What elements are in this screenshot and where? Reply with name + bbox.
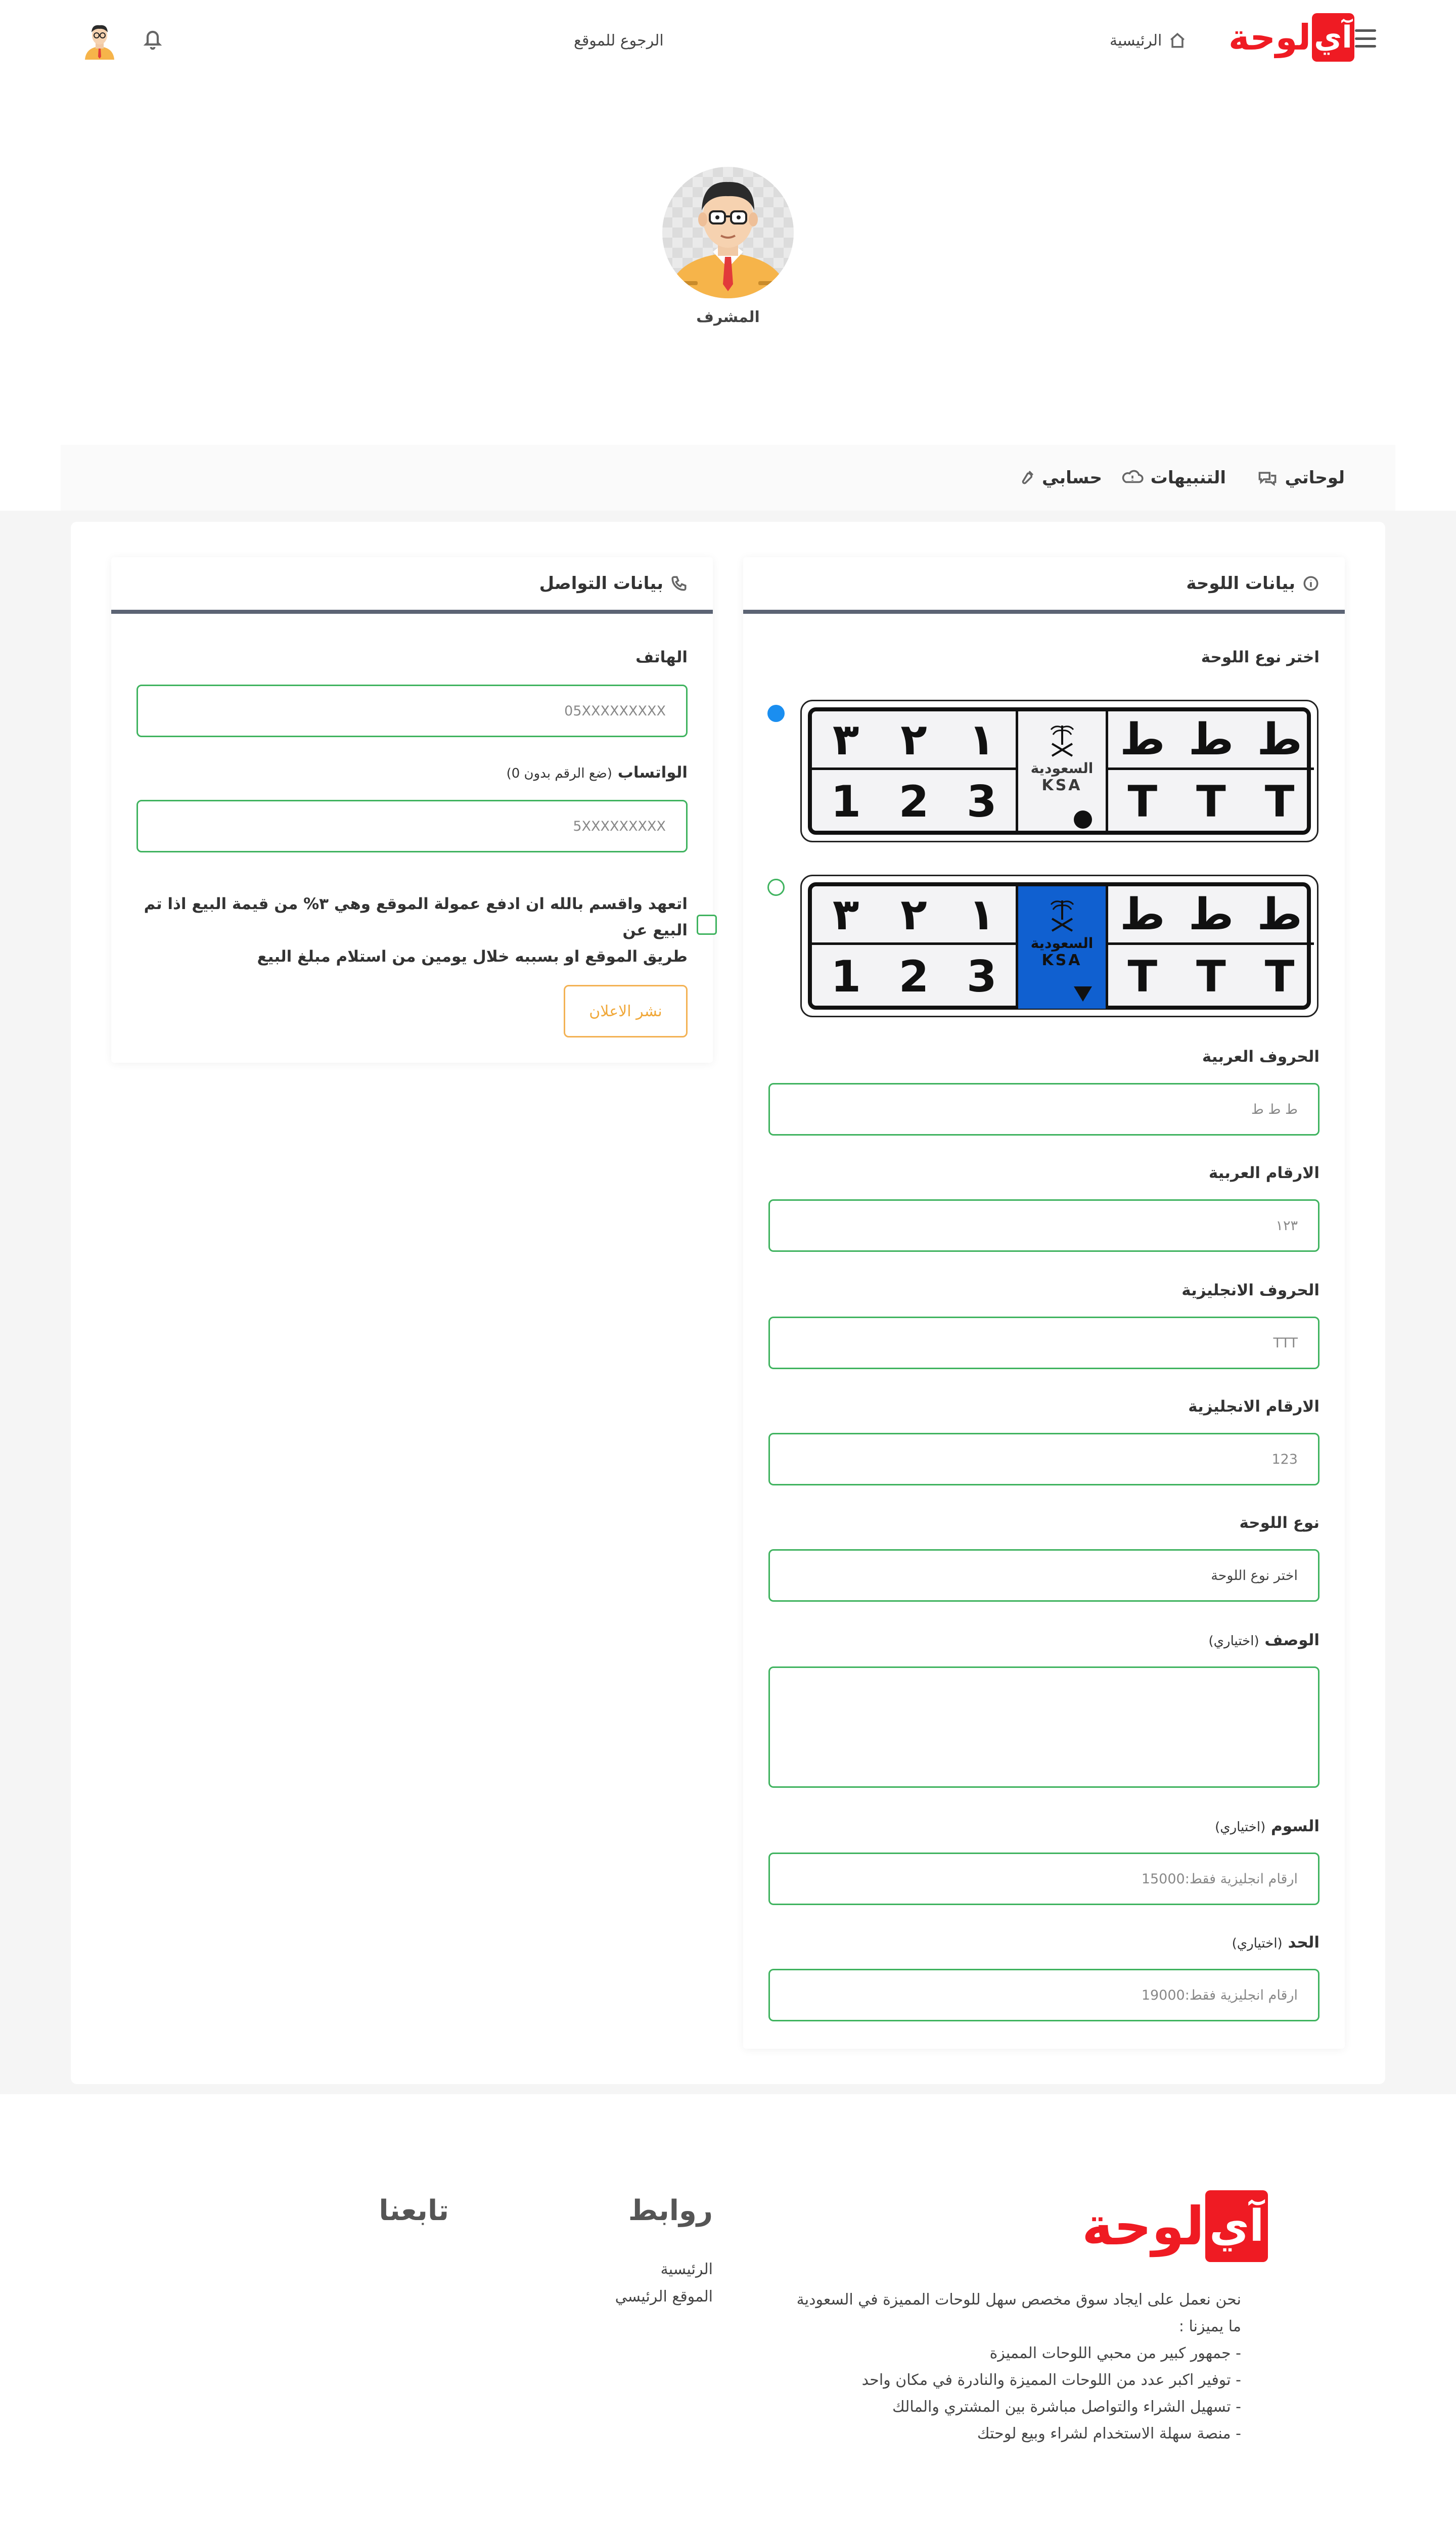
footer-about-line-2: ما يميزنا : (1178, 2318, 1241, 2335)
plate-1-en-letter-1: T (1127, 777, 1158, 827)
phone-icon (670, 575, 688, 592)
bid-input[interactable] (768, 1853, 1320, 1905)
plate-2-ar-digit-1: ١ (968, 889, 995, 940)
palm-swords-icon (1047, 895, 1077, 936)
alerts-icon (1121, 469, 1144, 486)
footer-logo[interactable] (1082, 2190, 1268, 2262)
plate-1-ar-letter-3: ط (1120, 714, 1165, 765)
plate-2-en-letter-3: T (1264, 952, 1295, 1002)
en-digits-label: الارقام الانجليزية (1188, 1397, 1320, 1416)
plate-2-ar-digit-2: ٢ (900, 889, 927, 940)
nav-home[interactable] (1110, 28, 1186, 53)
wrench-icon (1018, 469, 1035, 486)
plate-1-ar-letter-1: ط (1257, 714, 1302, 765)
limit-placeholder: ارقام انجليزية فقط:19000 (1141, 1987, 1298, 2003)
plate-2-en-digit-3: 3 (966, 952, 997, 1002)
plate-2-ar-letters (1108, 886, 1314, 945)
limit-input[interactable] (768, 1969, 1320, 2021)
logo-text: لوحة (1228, 17, 1311, 58)
plate-2-ar-letter-1: ط (1257, 889, 1302, 940)
plate-option-2-radio[interactable] (767, 879, 785, 896)
top-header (0, 0, 1456, 81)
plate-1-country: السعودية (1030, 760, 1094, 777)
phone-input[interactable] (136, 685, 688, 737)
plate-data-panel (743, 557, 1345, 2049)
tab-my-plates[interactable] (1257, 445, 1345, 511)
phone-placeholder: 05XXXXXXXXX (564, 703, 666, 719)
whatsapp-label-text: الواتساب (617, 763, 688, 782)
footer-feature-2: - توفير اكبر عدد من اللوحات المميزة والنادرة في مكان واحد (861, 2371, 1241, 2389)
footer-about-line-1: نحن نعمل على ايجاد سوق مخصص سهل للوحات المميزة في السعودية (796, 2291, 1241, 2309)
en-digits-placeholder: 123 (1271, 1451, 1298, 1467)
limit-optional: (اختياري) (1232, 1936, 1283, 1951)
pledge-text (131, 891, 688, 970)
plate-2-en-digit-1: 1 (831, 952, 861, 1002)
publish-ad-label: نشر الاعلان (589, 1002, 662, 1020)
tab-my-account-label: حسابي (1041, 468, 1102, 488)
plate-1-ar-letters (1108, 711, 1314, 770)
ar-digits-input[interactable] (768, 1199, 1320, 1252)
contact-panel-title: بيانات التواصل (539, 573, 663, 594)
logo-box: آي (1312, 13, 1354, 62)
plate-2-en-digit-2: 2 (898, 952, 929, 1002)
plate-1-en-digit-2: 2 (898, 777, 929, 827)
plate-1-emblem-strip (1018, 711, 1108, 834)
hamburger-icon[interactable] (1355, 29, 1376, 48)
profile-name: المشرف (696, 308, 760, 326)
plate-1-en-digits (812, 770, 1018, 834)
plate-1-ar-digit-2: ٢ (900, 714, 927, 765)
bid-placeholder: ارقام انجليزية فقط:15000 (1141, 1871, 1298, 1887)
profile-section (0, 81, 1456, 511)
account-tabs (61, 445, 1395, 511)
footer (0, 2094, 1456, 2528)
whatsapp-hint: (ضع الرقم بدون 0) (506, 766, 612, 781)
ar-letters-input[interactable] (768, 1083, 1320, 1136)
plate-1-ar-letter-2: ط (1188, 714, 1234, 765)
home-icon (1169, 32, 1186, 49)
plate-option-2[interactable] (800, 875, 1318, 1017)
nav-back-to-site[interactable] (574, 28, 664, 53)
plate-2-en-digits (812, 945, 1018, 1009)
description-label-text: الوصف (1264, 1631, 1320, 1649)
plate-panel-header (743, 557, 1345, 614)
plate-1-en-letter-2: T (1196, 777, 1226, 827)
footer-logo-box: آي (1205, 2190, 1268, 2262)
bid-label-text: السوم (1271, 1817, 1320, 1835)
nav-home-label: الرئيسية (1110, 31, 1162, 50)
plate-2-ar-letter-2: ط (1188, 889, 1234, 940)
pledge-line-1: اتعهد واقسم بالله ان ادفع عمولة الموقع وهي ٣% من قيمة البيع اذا تم البيع عن (144, 895, 688, 939)
plate-type-select-label: نوع اللوحة (1239, 1514, 1320, 1532)
main-card (71, 522, 1385, 2084)
footer-link-home[interactable]: الرئيسية (660, 2261, 713, 2278)
description-optional: (اختياري) (1208, 1634, 1259, 1649)
pledge-line-2: طريق الموقع او بسببه خلال يومين من استلام مبلغ البيع (257, 947, 688, 966)
contact-panel-header (111, 557, 713, 614)
footer-feature-3: - تسهيل الشراء والتواصل مباشرة بين المشتري والمالك (892, 2398, 1241, 2416)
plate-1-en-digit-1: 1 (831, 777, 861, 827)
whatsapp-placeholder: 5XXXXXXXXX (573, 818, 666, 834)
plate-1-ar-digit-1: ١ (968, 714, 995, 765)
footer-link-main-site[interactable]: الموقع الرئيسي (615, 2288, 713, 2306)
tab-alerts-label: التنبيهات (1150, 468, 1226, 488)
plate-2-triangle (1073, 985, 1093, 1003)
limit-label-text: الحد (1288, 1933, 1320, 1952)
plate-1-code: KSA (1041, 777, 1082, 794)
description-textarea[interactable] (768, 1666, 1320, 1788)
limit-label (1232, 1933, 1320, 1952)
footer-feature-1: - جمهور كبير من محبي اللوحات المميزة (989, 2344, 1241, 2362)
footer-links (615, 2256, 713, 2311)
info-icon (1302, 575, 1320, 592)
ar-digits-label: الارقام العربية (1208, 1164, 1320, 1182)
description-label (1209, 1631, 1320, 1649)
plate-type-select[interactable] (768, 1549, 1320, 1602)
plate-2-ar-digit-3: ٣ (832, 889, 859, 940)
footer-feature-4: - منصة سهلة الاستخدام لشراء وبيع لوحتك (977, 2425, 1241, 2443)
plate-1-en-digit-3: 3 (966, 777, 997, 827)
footer-logo-text: لوحة (1082, 2195, 1205, 2257)
plate-2-ar-digits (812, 886, 1018, 945)
plate-2-country: السعودية (1030, 935, 1094, 952)
plate-option-1-radio[interactable] (767, 705, 785, 722)
plate-1-ar-digit-3: ٣ (832, 714, 859, 765)
plate-2-emblem-strip (1018, 886, 1108, 1009)
header-logo[interactable] (1228, 13, 1354, 62)
header-avatar[interactable] (82, 21, 117, 60)
plate-2-ar-letter-3: ط (1120, 889, 1165, 940)
en-letters-label: الحروف الانجليزية (1181, 1281, 1320, 1299)
plate-2-en-letter-1: T (1127, 952, 1158, 1002)
en-letters-input[interactable] (768, 1317, 1320, 1369)
publish-ad-button[interactable] (564, 985, 688, 1037)
footer-follow-title: تابعنا (379, 2194, 449, 2227)
footer-links-title: روابط (628, 2194, 713, 2227)
plate-type-selected-value: اختر نوع اللوحة (1211, 1567, 1298, 1584)
nav-back-label: الرجوع للموقع (574, 31, 664, 50)
en-digits-input[interactable] (768, 1433, 1320, 1485)
plate-2-code: KSA (1041, 952, 1082, 969)
plate-type-label: اختر نوع اللوحة (1201, 648, 1320, 666)
whatsapp-label (507, 763, 688, 782)
bid-optional: (اختياري) (1215, 1820, 1266, 1835)
tab-my-plates-label: لوحاتي (1285, 468, 1345, 488)
plate-option-1[interactable] (800, 700, 1318, 842)
plate-1-dot (1074, 810, 1092, 829)
plate-panel-title: بيانات اللوحة (1186, 573, 1295, 594)
bid-label (1215, 1817, 1320, 1835)
plate-1-ar-digits (812, 711, 1018, 770)
ar-letters-label: الحروف العربية (1202, 1048, 1320, 1066)
en-letters-placeholder: TTT (1273, 1335, 1298, 1351)
plate-1-en-letters (1108, 770, 1314, 834)
plate-2-en-letters (1108, 945, 1314, 1009)
whatsapp-input[interactable] (136, 800, 688, 852)
tab-my-account[interactable] (1018, 445, 1102, 511)
ar-letters-placeholder: ط ط ط (1251, 1101, 1298, 1117)
plate-2-en-letter-2: T (1196, 952, 1226, 1002)
phone-label: الهاتف (635, 648, 688, 666)
plate-1-en-letter-3: T (1264, 777, 1295, 827)
palm-swords-icon (1047, 720, 1077, 761)
tab-alerts[interactable] (1121, 445, 1226, 511)
profile-avatar (662, 167, 794, 298)
pledge-checkbox[interactable] (697, 915, 717, 935)
plates-icon (1257, 469, 1278, 486)
bell-icon[interactable] (143, 28, 163, 51)
footer-about (685, 2286, 1241, 2447)
contact-data-panel (111, 557, 713, 1063)
ar-digits-placeholder: ١٢٣ (1276, 1217, 1298, 1234)
